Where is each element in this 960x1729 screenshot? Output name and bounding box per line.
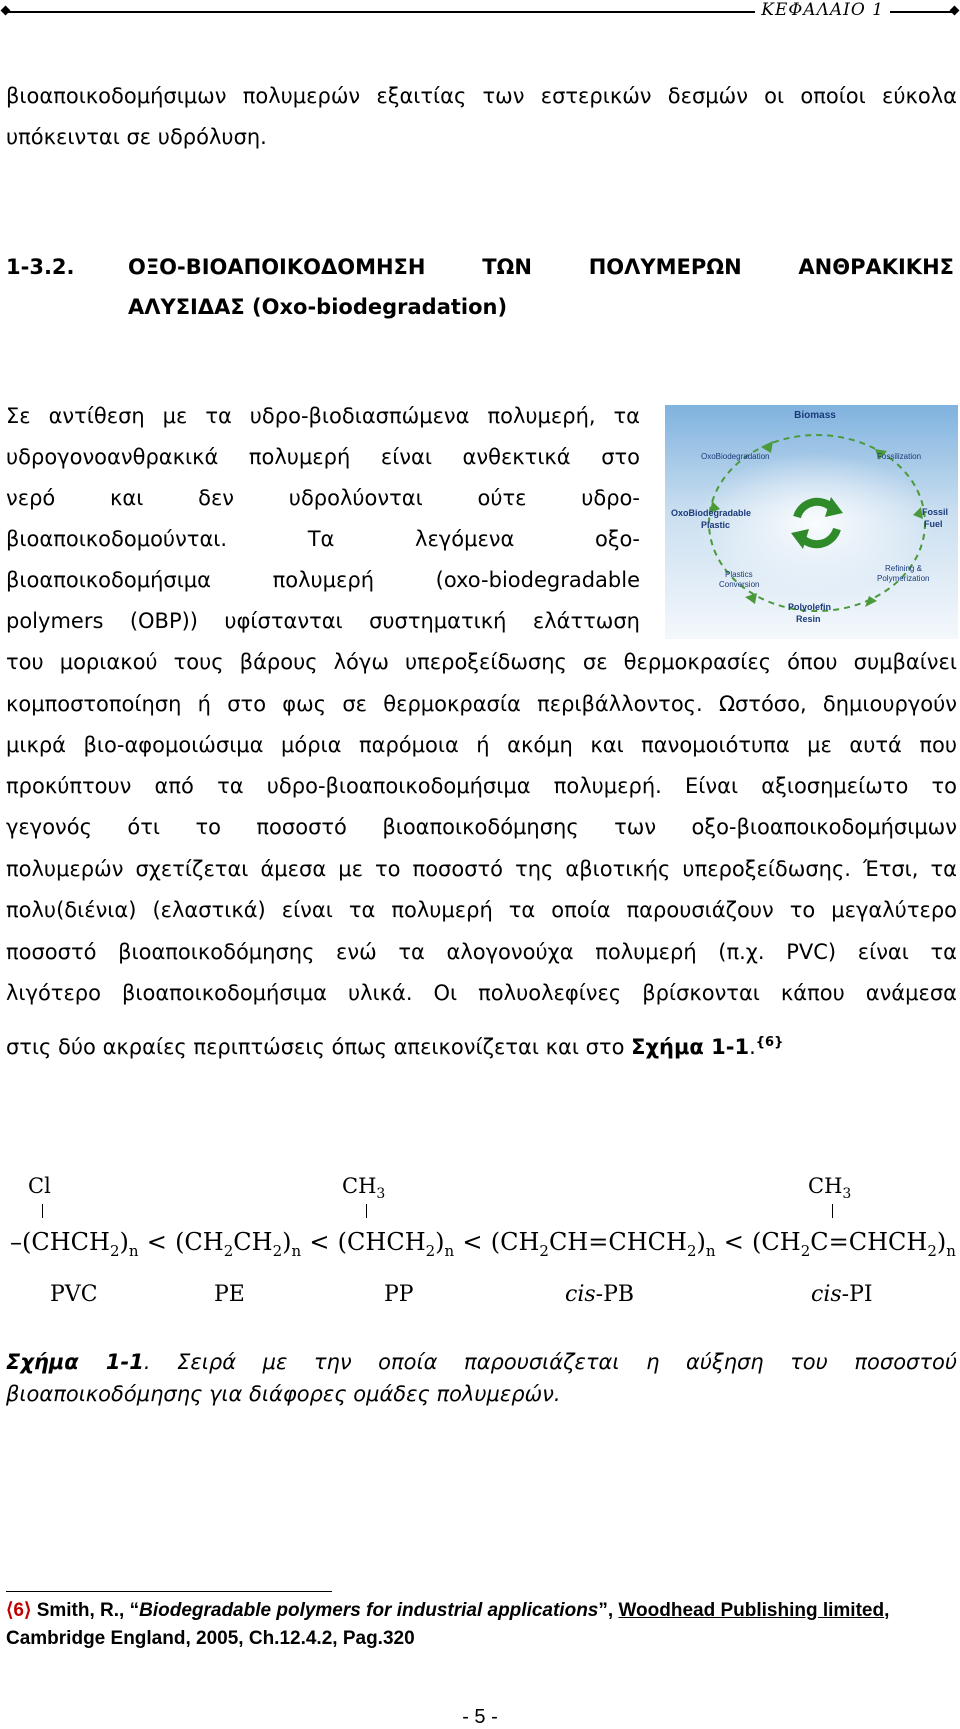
label-refining-2: Polymerization xyxy=(877,574,930,583)
page-number: - 5 - xyxy=(462,1706,498,1728)
ch3-pi-text: CH xyxy=(808,1174,843,1198)
paragraph2-line3: νερό και δεν υδρολύονται ούτε υδρο- xyxy=(6,486,640,510)
paragraph2-line6: polymers (OBP)) υφίστανται συστηματική ελάττωση xyxy=(6,609,640,633)
substituent-ch3-pp xyxy=(342,1174,385,1202)
unit-pp-pre: (CHCH xyxy=(337,1228,426,1256)
footnote-publisher: Woodhead Publishing limited xyxy=(618,1600,885,1621)
paragraph2-line14: ποσοστό βιοαποικοδόμησης ενώ τα αλογονούχα πολυμερή (π.χ. PVC) είναι τα xyxy=(6,940,957,964)
unit-cispi-s1: 2 xyxy=(800,1241,811,1260)
unit-cispi xyxy=(752,1228,956,1260)
citation-marker: {6} xyxy=(755,1035,784,1050)
label-fossil-1: Fossil xyxy=(922,507,949,517)
polymer-series-formula xyxy=(10,1228,956,1260)
paragraph1-line2: υπόκεινται σε υδρόλυση. xyxy=(6,125,267,149)
label-cispi xyxy=(811,1282,873,1307)
paragraph2-line8: κομποστοποίηση ή στο φως σε θερμοκρασία περιβάλλοντος. Ωστόσο, δημιουργούν xyxy=(6,692,957,716)
section-title-line2: ΑΛΥΣΙΔΑΣ (Oxo-biodegradation) xyxy=(128,295,508,319)
unit-pe-pre: (CH xyxy=(175,1228,224,1256)
unit-pp-post: ) xyxy=(435,1228,445,1256)
paragraph2-line5: βιοαποικοδομήσιμα πολυμερή (oxo-biodegradable xyxy=(6,568,640,592)
unit-pp xyxy=(337,1228,455,1260)
oxo-biodegradation-cycle-figure xyxy=(665,405,958,639)
unit-cispi-n: n xyxy=(946,1241,956,1260)
label-refining-1: Refining & xyxy=(885,564,922,573)
bond-ch3-pi xyxy=(832,1204,833,1218)
label-cispi-prefix: cis xyxy=(811,1282,842,1307)
footnote-after-title: ”, xyxy=(598,1600,619,1621)
unit-cispb xyxy=(490,1228,716,1260)
label-oxo-degradation: OxoBiodegradation xyxy=(701,452,770,461)
unit-pvc-pre: –(CHCH xyxy=(10,1228,110,1256)
unit-pvc-post: ) xyxy=(119,1228,129,1256)
unit-pvc-n: n xyxy=(128,1241,139,1260)
label-biomass: Biomass xyxy=(794,410,836,421)
bond-ch3-pp xyxy=(366,1204,367,1218)
paragraph2-line13: πολυ(διένια) (ελαστικά) είναι τα πολυμερή τα οποία παρουσιάζουν το μεγαλύτερο xyxy=(6,898,957,922)
label-oxo-plastic-1: OxoBiodegradable xyxy=(671,508,752,518)
paragraph2-line2: υδρογονοανθρακικά πολυμερή είναι ανθεκτικά στο xyxy=(6,445,640,469)
label-pe: PE xyxy=(214,1282,245,1307)
footnote-line2: Cambridge England, 2005, Ch.12.4.2, Pag.320 xyxy=(6,1628,415,1649)
unit-pe-s2: 2 xyxy=(272,1241,283,1260)
caption-label: Σχήμα 1-1 xyxy=(6,1350,144,1374)
bond-cl xyxy=(42,1204,43,1218)
paragraph2-line1: Σε αντίθεση με τα υδρο-βιοδιασπώμενα πολυμερή, τα xyxy=(6,404,640,428)
ch3-pp-text: CH xyxy=(342,1174,377,1198)
unit-cispb-s2: 2 xyxy=(686,1241,697,1260)
paragraph2-last-text: στις δύο ακραίες περιπτώσεις όπως απεικονίζεται και στο xyxy=(6,1035,632,1059)
footnote-line1 xyxy=(6,1598,957,1624)
paragraph2-line16 xyxy=(6,1029,957,1061)
label-cispb-prefix: cis xyxy=(565,1282,596,1307)
paragraph2-line11: γεγονός ότι το ποσοστό βιοαποικοδόμησης των οξο-βιοαποικοδομήσιμων xyxy=(6,815,957,839)
label-pp: PP xyxy=(384,1282,414,1307)
paragraph2-line9: μικρά βιο-αφομοιώσιμα μόρια παρόμοια ή ακόμη και πανομοιότυπα με αυτά που xyxy=(6,733,957,757)
ch3-pi-sub: 3 xyxy=(842,1186,852,1203)
label-pvc: PVC xyxy=(50,1282,98,1307)
paragraph2-line10: προκύπτουν από τα υδρο-βιοαποικοδομήσιμα πολυμερή. Είναι αξιοσημείωτο το xyxy=(6,774,957,798)
footnote-comma: , xyxy=(884,1600,890,1621)
less-than-3: < xyxy=(462,1228,483,1256)
figure-reference: Σχήμα 1-1 xyxy=(631,1035,750,1059)
figure-caption-line2: βιοαποικοδόμησης για διάφορες ομάδες πολυμερών. xyxy=(6,1382,561,1406)
footnote-number-text: 6 xyxy=(13,1600,24,1621)
less-than-4: < xyxy=(723,1228,744,1256)
unit-pe xyxy=(175,1228,302,1260)
caption-text-1: . Σειρά με την οποία παρουσιάζεται η αύξηση του ποσοστού xyxy=(143,1350,957,1374)
less-than-1: < xyxy=(146,1228,167,1256)
unit-pe-s1: 2 xyxy=(223,1241,234,1260)
substituent-ch3-pi xyxy=(808,1174,851,1202)
paragraph2-line15: λιγότερο βιοαποικοδομήσιμα υλικά. Οι πολυολεφίνες βρίσκονται κάπου ανάμεσα xyxy=(6,981,957,1005)
label-resin-2: Resin xyxy=(796,614,821,624)
footnote-title: Biodegradable polymers for industrial applications xyxy=(139,1600,599,1621)
label-cispi-suffix: -PI xyxy=(841,1282,873,1307)
unit-cispb-s1: 2 xyxy=(539,1241,549,1260)
unit-pvc-s1: 2 xyxy=(109,1241,120,1260)
label-cispb-suffix: -PB xyxy=(595,1282,635,1307)
footnote-rule xyxy=(6,1591,332,1592)
label-plastics-2: Conversion xyxy=(719,580,760,589)
running-header xyxy=(0,0,960,24)
footnote-author: Smith, R., “ xyxy=(31,1600,140,1621)
section-title-line1: ΟΞΟ-ΒΙΟΑΠΟΙΚΟΔΟΜΗΣΗ ΤΩΝ ΠΟΛΥΜΕΡΩΝ ΑΝΘΡΑΚΙΚΗΣ xyxy=(128,255,954,279)
section-number: 1-3.2. xyxy=(6,255,75,279)
figure-caption-line1 xyxy=(6,1348,957,1376)
unit-cispi-mid: C=CHCH xyxy=(810,1228,928,1256)
paragraph2-line12: πολυμερών σχετίζεται άμεσα με το ποσοστό της αβιοτικής υπεροξείδωσης. Έτσι, τα xyxy=(6,857,957,881)
header-diamond-right xyxy=(950,6,960,16)
unit-pp-n: n xyxy=(444,1241,455,1260)
label-cispb xyxy=(565,1282,634,1307)
unit-pe-mid: CH xyxy=(233,1228,273,1256)
unit-pvc xyxy=(10,1228,139,1260)
less-than-2: < xyxy=(309,1228,330,1256)
unit-pp-s1: 2 xyxy=(425,1241,436,1260)
unit-pe-n: n xyxy=(291,1241,302,1260)
unit-cispi-post: ) xyxy=(936,1228,947,1256)
unit-cispb-pre: (CH xyxy=(490,1228,540,1256)
label-oxo-plastic-2: Plastic xyxy=(701,520,731,530)
footnote-number: ⟨6⟩ xyxy=(6,1600,32,1621)
paragraph1-line1: βιοαποικοδομήσιμων πολυμερών εξαιτίας των εστερικών δεσμών οι οποίοι εύκολα xyxy=(6,84,957,108)
paragraph2-line7: του μοριακού τους βάρους λόγω υπεροξείδωσης σε θερμοκρασίες όπου συμβαίνει xyxy=(6,650,957,674)
paragraph2-period: . xyxy=(749,1035,756,1059)
label-fossil-2: Fuel xyxy=(924,519,943,529)
chapter-title: ΚΕΦΑΛΑΙΟ 1 xyxy=(755,0,890,20)
unit-pe-post: ) xyxy=(282,1228,292,1256)
unit-cispb-n: n xyxy=(705,1241,716,1260)
unit-cispb-mid: CH=CHCH xyxy=(548,1228,687,1256)
header-diamond-left xyxy=(1,6,11,16)
ch3-pp-sub: 3 xyxy=(376,1186,386,1203)
unit-cispi-s2: 2 xyxy=(927,1241,937,1260)
substituent-cl: Cl xyxy=(28,1174,51,1198)
unit-cispb-post: ) xyxy=(696,1228,706,1256)
label-fossilization: Fossilization xyxy=(877,452,922,461)
label-plastics-1: Plastics xyxy=(725,570,753,579)
unit-cispi-pre: (CH xyxy=(752,1228,801,1256)
polymer-series-figure xyxy=(0,1170,960,1315)
paragraph2-line4: βιοαποικοδομούνται. Τα λεγόμενα οξο- xyxy=(6,527,640,551)
label-resin-1: Polyolefin xyxy=(788,602,832,612)
